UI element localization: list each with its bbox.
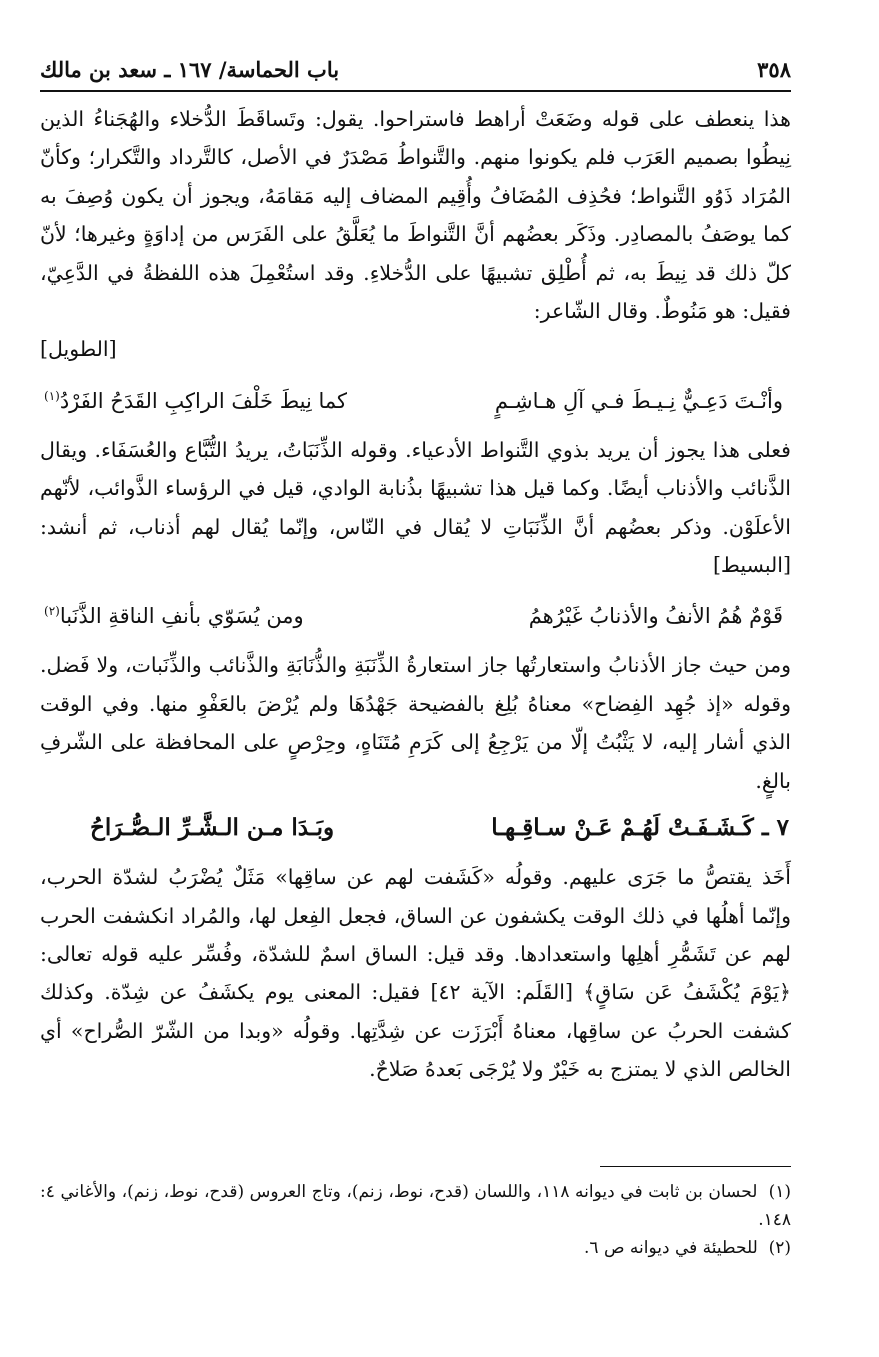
footnote-ref-2: (٢) [44, 604, 60, 619]
footnote-2 [40, 1234, 791, 1262]
footnote-divider [600, 1166, 791, 1167]
footnote-2-marker: (٢) [768, 1238, 791, 1258]
header-divider [40, 90, 791, 92]
quoted-verse-2 [40, 590, 791, 642]
meter-label-tawil: [الطويل] [40, 337, 117, 362]
poem-verse-7-first-hemistich [491, 814, 791, 841]
footnote-1 [40, 1178, 791, 1234]
verse-2-first-hemistich: قَوْمٌ هُمُ الأنفُ والأذنابُ غَيْرُهمُ [528, 604, 783, 629]
verse-1-second-hemistich [40, 389, 347, 413]
footnote-2-text: للحطيئة في ديوانه ص ٦. [584, 1238, 758, 1258]
commentary-paragraph-3: ومن حيث جاز الأذنابُ واستعارتُها جاز استعارةُ الذِّنَبَةِ والذُّنَابَةِ والذَّنائب والذِّنَبات، ولا فَضل. وقوله «إذ جُهِد الفِضاح» معناهُ بُلِغ بالفضيحة جَهْدُهَا ولم يُرْضَ بالعَفْوِ منها. وفي الوقت الذي أشار إليه، لا يَثْبُتُ إلّا من يَرْجِعُ إلى كَرَمِ مُتَنَاهٍ، وحِرْصٍ على المحافظة على الشّرفِ بالغٍ. [40, 653, 791, 793]
poem-verse-7-second-hemistich: وبَـدَا مـن الـشَّـرِّ الـصُّـرَاحُ [90, 813, 335, 841]
page-number: ٣٥٨ [757, 56, 791, 82]
footnote-1-text: لحسان بن ثابت في ديوانه ١١٨، واللسان (قدح، نوط، زنم)، وتاج العروس (قدح، نوط، زنم)، والأغاني ٤: ١٤٨. [40, 1182, 791, 1230]
footnote-ref-1: (١) [44, 388, 60, 403]
commentary-paragraph-2: فعلى هذا يجوز أن يريد بذوي التَّنواط الأدعياء. وقوله الذِّنَبَاتُ، يريدُ التُّبَّاع والعُسَفَاء. ويقال الذَّنائب والأذناب أيضًا. وكما قيل هذا تشبيهًا بذُنابة الوادي، قيل في الرؤساء الذَّوائب، لأنّهم الأعلَوْن. وذكر بعضُهم أنَّ الذِّنَبَاتِ لا يُقال في النّاس، وإنّما يُقال لهم أذناب، ثم أنشد: [البسيط] [40, 437, 791, 578]
commentary-paragraph-4: أَخَذ يقتصُّ ما جَرَى عليهم. وقولُه «كَشَفت لهم عن ساقِها» مَثَلٌ يُضْرَبُ لشدّة الحرب، وإنّما أهلُها في ذلك الوقت يكشفون عن الساق، فجعل الفِعل لها، والمُراد انكشفت الحرب لهم عن تَشَمُّرِ أهلِها واستعدادها. وقد قيل: الساق اسمٌ للشدّة، وفُسِّر عليه قوله تعالى: ﴿يَوْمَ يُكْشَفُ عَن سَاقٍ﴾ [القَلَم: الآية ٤٢] فقيل: المعنى يوم يكشَفُ عن شِدّة. وكذلك كشفت الحربُ عن ساقِها، معناهُ أَبْرَزَت عن شِدَّتِها. وقولُه «وبدا من الشّرّ الصُّراح» أي الخالص الذي لا يمتزج به خَيْرٌ ولا يُرْجَى بَعدهُ صَلاحٌ. [40, 865, 791, 1082]
verse-2-second-hemistich-text: ومن يُسَوّي بأنفِ الناقةِ الذَّنَبا [59, 604, 304, 629]
commentary-paragraph-1: هذا ينعطف على قوله وضَعَتْ أراهط فاستراحوا. يقول: وتَساقَطَ الدُّخلاء والهُجَناءُ الذين نِيطُوا بصميم العَرَب فلم يكونوا منهم. والتَّنواطُ مَصْدَرٌ في الأصل، كالتَّرداد والتَّكرار؛ وكأنّ المُرَاد ذَوُو التَّنواط؛ فحُذِف المُضَافُ وأُقِيم المضاف إليه مَقامَهُ، ويجوز أن يكون وُصِفَ به كما يوصَفُ بالمصادِر. وذَكَر بعضُهم أنَّ التَّنواطَ ما يُعَلَّقُ على الفَرَس من إداوَةٍ وغيرها؛ لأنّ كلّ ذلك قد نِيطَ به، ثم أُطْلِق تشبيهًا على الدُّخلاءِ. وقد استُعْمِلَ هذه اللفظةُ في الدَّعِيّ، فقيل: هو مَنُوطٌ. وقال الشّاعر: [40, 107, 791, 324]
verse-number: ٧ ـ [761, 813, 789, 841]
footnote-1-marker: (١) [768, 1182, 791, 1202]
page-body [40, 100, 791, 1089]
verse-1-second-hemistich-text: كما نِيطَ خَلْفَ الراكِبِ القَدَحُ الفَرْدُ [59, 388, 348, 413]
page-header [40, 52, 791, 86]
poem-verse-7 [40, 800, 791, 854]
verse-1-first-hemistich: وأنْـتَ دَعِـيٌّ نِـيـطَ فـي آلِ هـاشِـمٍ [494, 388, 783, 413]
poem-verse-7-first-text: كَـشَـفَـتْ لَهُـمْ عَـنْ سـاقِـهـا [491, 813, 754, 841]
footnotes [40, 1178, 791, 1262]
quoted-verse-1 [40, 375, 791, 427]
verse-2-second-hemistich [40, 604, 304, 628]
running-title: باب الحماسة/ ١٦٧ ـ سعد بن مالك [40, 56, 340, 82]
